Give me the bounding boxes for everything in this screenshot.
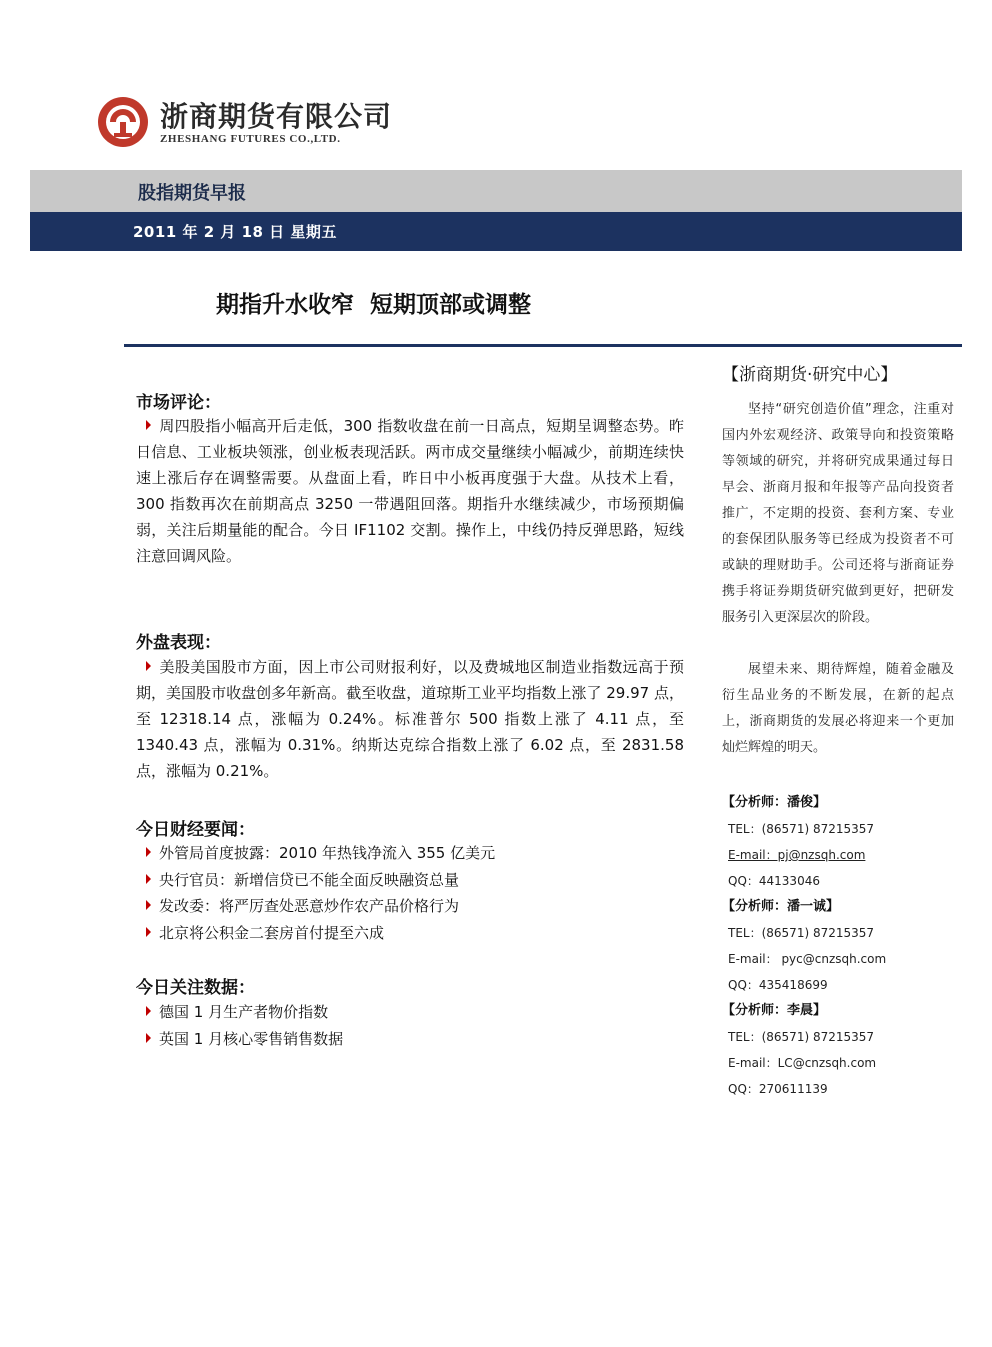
company-logo — [96, 93, 393, 153]
analyst-qq: QQ：435418699 — [728, 978, 828, 992]
bullet-arrow-icon — [146, 847, 151, 857]
headline-divider — [124, 344, 962, 347]
research-center-paragraph-1: 坚持“研究创造价值”理念，注重对国内外宏观经济、政策导向和投资策略等领域的研究，并将研究成果通过每日早会、浙商月报和年报等产品向投资者推广，不定期的投资、套利方案、专业的套保团队服务等已经成为投资者不可或缺的理财助手。公司还将与浙商证券携手将证券期货研究做到更好，把研发服务引入更深层次的阶段。 — [722, 402, 954, 625]
analyst-card — [722, 790, 968, 894]
overseas-text: 美股美国股市方面，因上市公司财报利好，以及费城地区制造业指数远高于预期，美国股市收盘创多年新高。截至收盘，道琼斯工业平均指数上涨了 29.97 点，至 12318.14 点，涨幅为 0.24%。标准普尔 500 指数上涨了 4.11 点，至 1340.43 点，涨幅为 0.31%。纳斯达克综合指数上涨了 6.02 点，至 2831.58 点，涨幅为 0.21%。 — [136, 658, 684, 780]
list-item: 英国 1 月核心零售销售数据 — [136, 1026, 684, 1053]
list-item: 北京将公积金二套房首付提至六成 — [136, 920, 684, 947]
bullet-arrow-icon — [146, 927, 151, 937]
analyst-email-link[interactable]: E-mail：pj@nzsqh.com — [728, 848, 866, 862]
headline: 期指升水收窄 短期顶部或调整 — [216, 292, 532, 318]
market-commentary-heading: 市场评论： — [136, 393, 221, 413]
bullet-arrow-icon — [146, 900, 151, 910]
report-type-band — [30, 170, 962, 212]
analyst-name: 【分析师：李晨】 — [722, 1003, 827, 1018]
analyst-email[interactable]: E-mail：LC@cnzsqh.com — [728, 1056, 877, 1070]
market-commentary-paragraph — [136, 413, 684, 569]
analyst-tel: TEL：(86571) 87215357 — [728, 926, 875, 940]
data-focus-list — [136, 999, 684, 1052]
overseas-heading: 外盘表现： — [136, 633, 221, 653]
analyst-card — [722, 894, 968, 998]
research-center-paragraph-2: 展望未来、期待辉煌，随着金融及衍生品业务的不断发展，在新的起点上，浙商期货的发展必将迎来一个更加灿烂辉煌的明天。 — [722, 662, 954, 755]
report-type: 股指期货早报 — [138, 183, 246, 204]
market-commentary-text: 周四股指小幅高开后走低，300 指数收盘在前一日高点，短期呈调整态势。昨日信息、工业板块领涨，创业板表现活跃。两市成交量继续小幅减少，前期连续快速上涨后存在调整需要。从盘面上看，昨日中小板再度强于大盘。从技术上看，300 指数再次在前期高点 3250 一带遇阻回落。期指升水继续减少，市场预期偏弱，关注后期量能的配合。今日 IF1102 交割。操作上，中线仍持反弹思路，短线注意回调风险。 — [136, 417, 684, 565]
zheshang-logo-icon — [96, 95, 150, 149]
company-name-cn: 浙商期货有限公司 — [160, 100, 393, 133]
list-item: 德国 1 月生产者物价指数 — [136, 999, 684, 1026]
analyst-qq: QQ：270611139 — [728, 1082, 828, 1096]
analyst-name: 【分析师：潘俊】 — [722, 795, 827, 810]
analyst-tel: TEL：(86571) 87215357 — [728, 822, 875, 836]
list-item: 外管局首度披露：2010 年热钱净流入 355 亿美元 — [136, 840, 684, 867]
bullet-arrow-icon — [146, 661, 151, 671]
bullet-arrow-icon — [146, 1033, 151, 1043]
list-item: 发改委：将严厉查处恶意炒作农产品价格行为 — [136, 893, 684, 920]
analyst-tel: TEL：(86571) 87215357 — [728, 1030, 875, 1044]
analyst-email[interactable]: E-mail： pyc@cnzsqh.com — [728, 952, 887, 966]
research-center-title: 【浙商期货·研究中心】 — [722, 365, 898, 385]
bullet-arrow-icon — [146, 420, 151, 430]
news-list — [136, 840, 684, 946]
bullet-arrow-icon — [146, 1006, 151, 1016]
company-name-en: ZHESHANG FUTURES CO.,LTD. — [160, 133, 341, 145]
analyst-card — [722, 998, 968, 1102]
overseas-paragraph — [136, 654, 684, 784]
analyst-name: 【分析师：潘一诚】 — [722, 899, 840, 914]
data-focus-heading: 今日关注数据： — [136, 978, 255, 998]
news-heading: 今日财经要闻： — [136, 820, 255, 840]
date-band — [30, 212, 962, 251]
report-date: 2011 年 2 月 18 日 星期五 — [133, 223, 337, 241]
list-item: 央行官员：新增信贷已不能全面反映融资总量 — [136, 867, 684, 894]
analyst-qq: QQ：44133046 — [728, 874, 820, 888]
analyst-contacts — [722, 790, 968, 1102]
bullet-arrow-icon — [146, 874, 151, 884]
